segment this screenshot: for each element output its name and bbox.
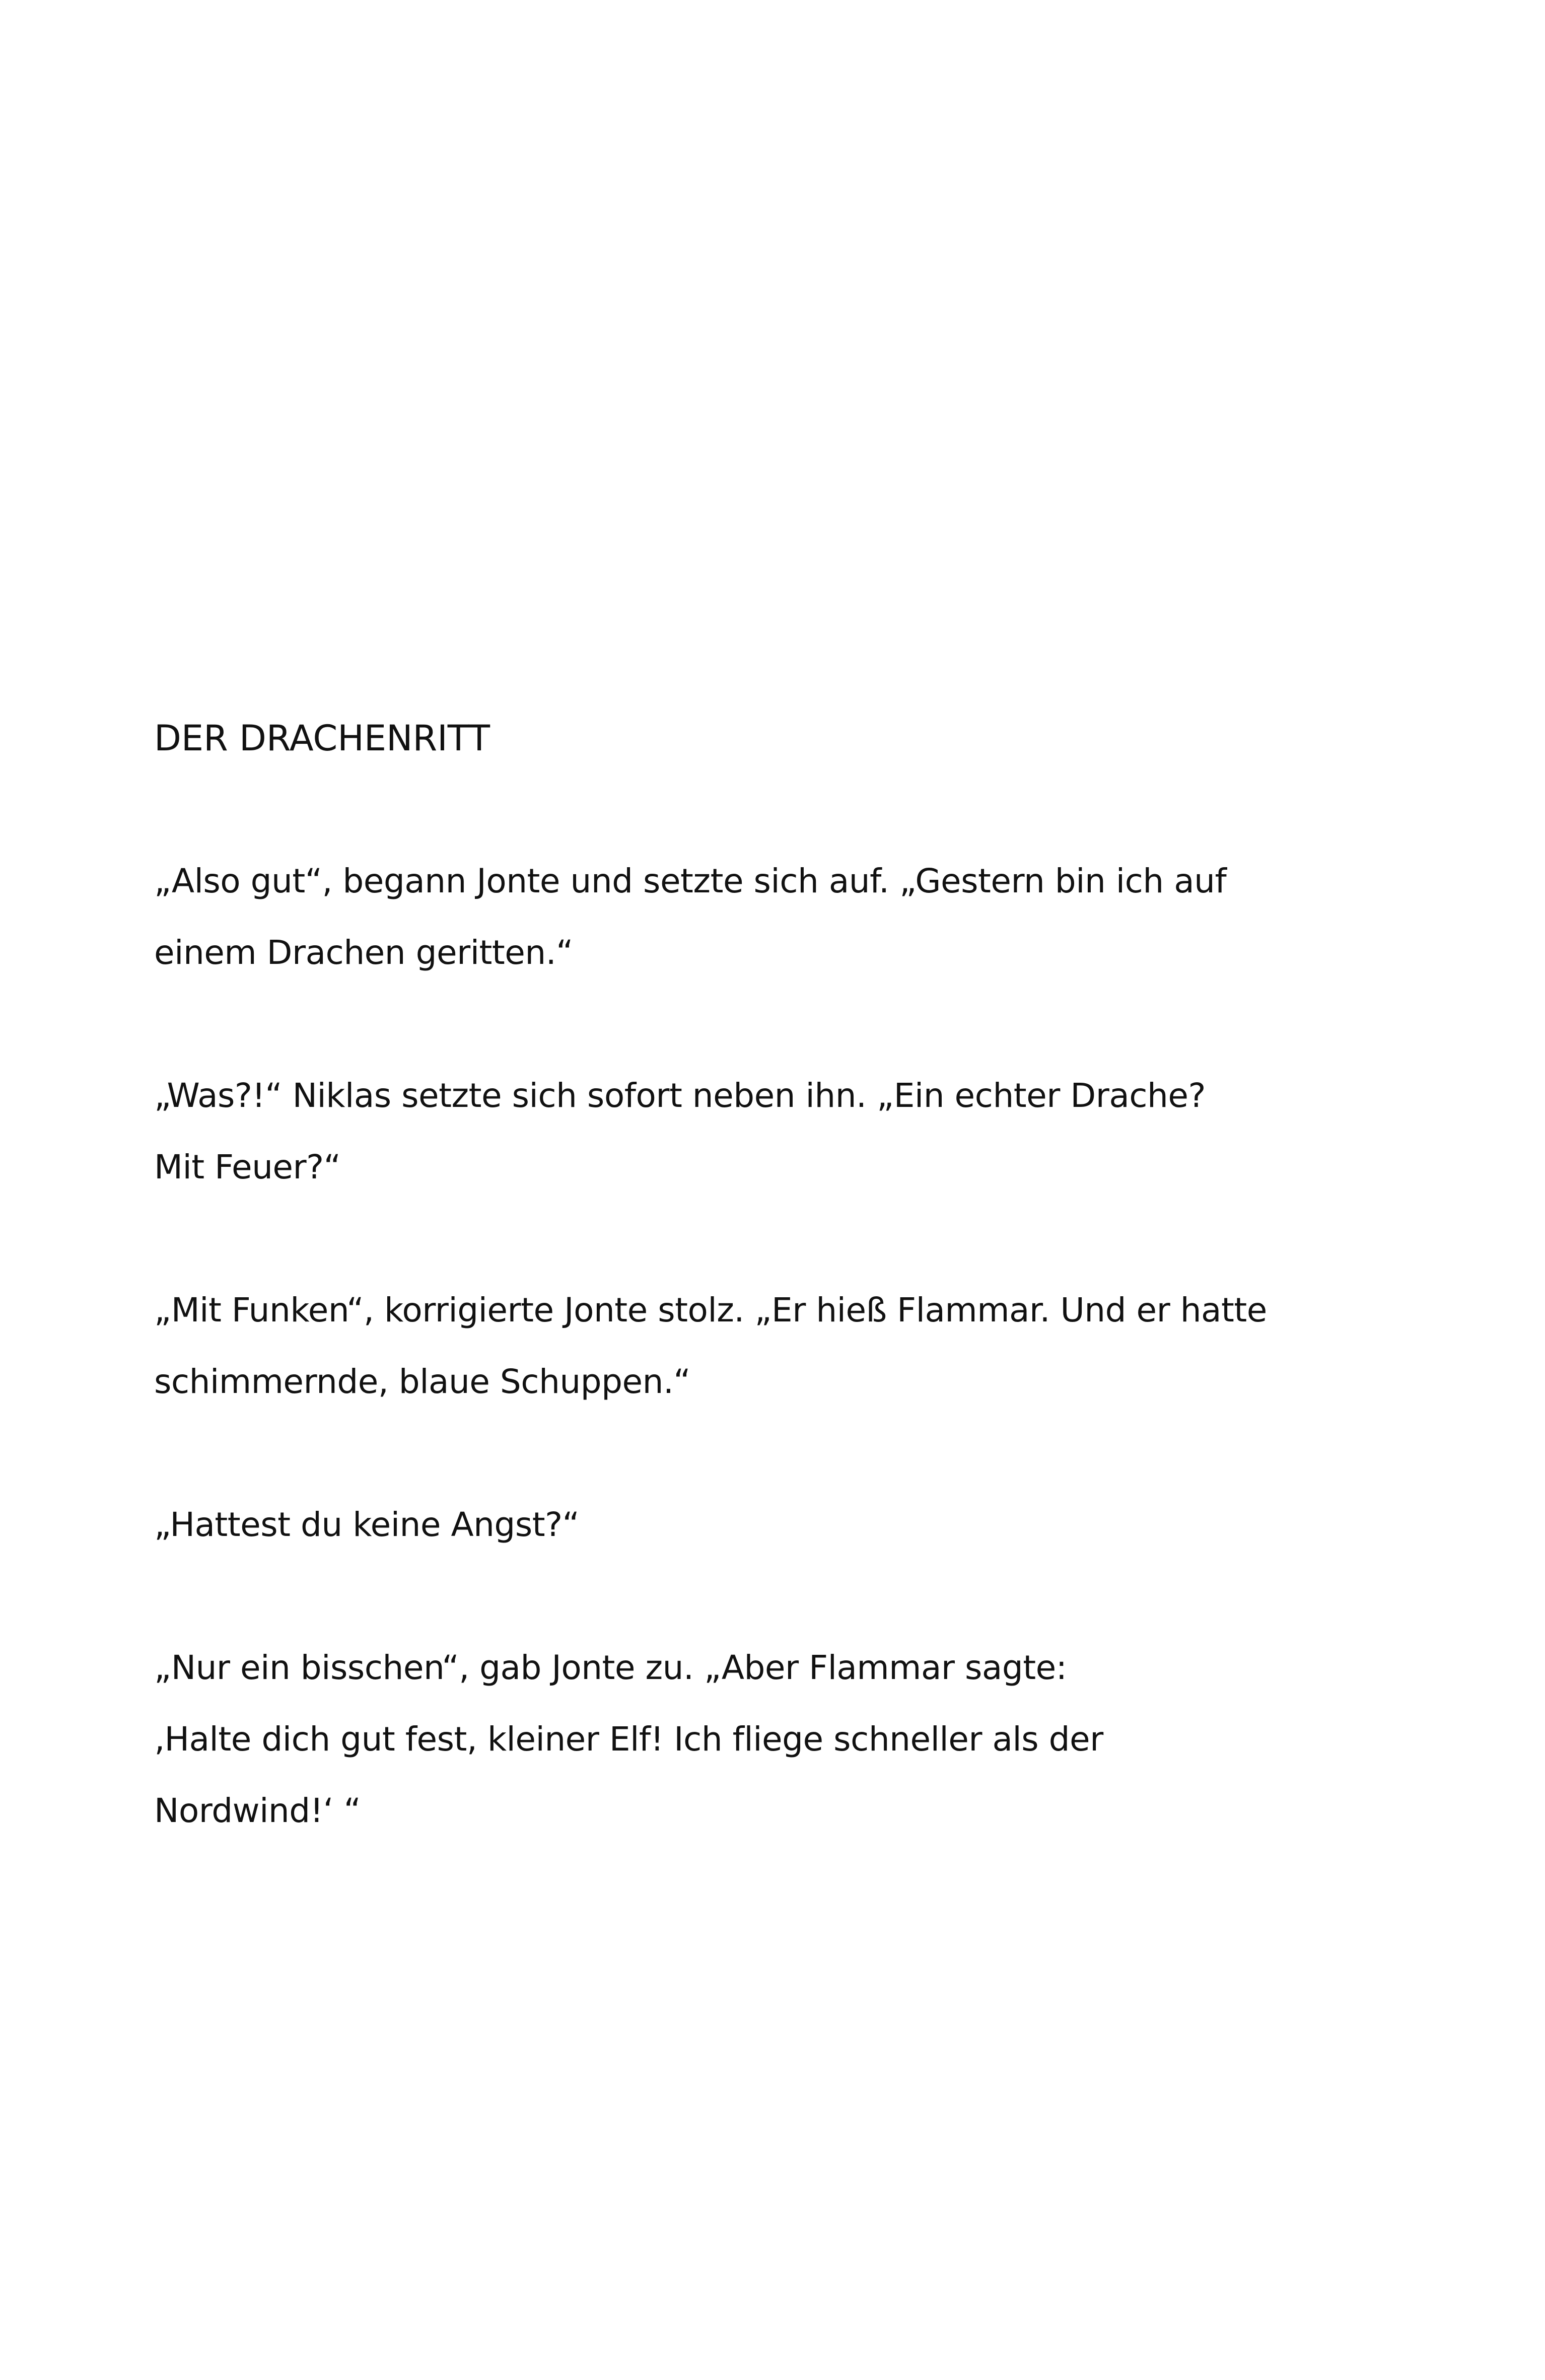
text-line: „Also gut“, begann Jonte und setzte sich auf. „Gestern bin ich auf	[154, 862, 1227, 900]
story-title: DER DRACHENRITT	[154, 718, 490, 759]
text-line: Mit Feuer?“	[154, 1148, 341, 1186]
paragraph-3	[154, 1275, 1413, 1418]
text-line: „Hattest du keine Angst?“	[154, 1505, 580, 1544]
paragraph-5	[154, 1632, 1413, 1847]
text-line: schimmernde, blaue Schuppen.“	[154, 1362, 691, 1401]
text-line: „Nur ein bisschen“, gab Jonte zu. „Aber Flammar sagte:	[154, 1648, 1067, 1687]
text-line: einem Drachen geritten.“	[154, 933, 573, 972]
paragraph-4	[154, 1489, 1413, 1561]
paragraph-2	[154, 1060, 1413, 1203]
text-line: ‚Halte dich gut fest, kleiner Elf! Ich fliege schneller als der	[154, 1720, 1103, 1759]
paragraph-1	[154, 846, 1413, 989]
text-line: Nordwind!‘ “	[154, 1791, 361, 1830]
story-text	[154, 703, 1413, 1847]
text-line: „Mit Funken“, korrigierte Jonte stolz. „Er hieß Flammar. Und er hatte	[154, 1291, 1267, 1329]
text-line: „Was?!“ Niklas setzte sich sofort neben ihn. „Ein echter Drache?	[154, 1076, 1206, 1115]
